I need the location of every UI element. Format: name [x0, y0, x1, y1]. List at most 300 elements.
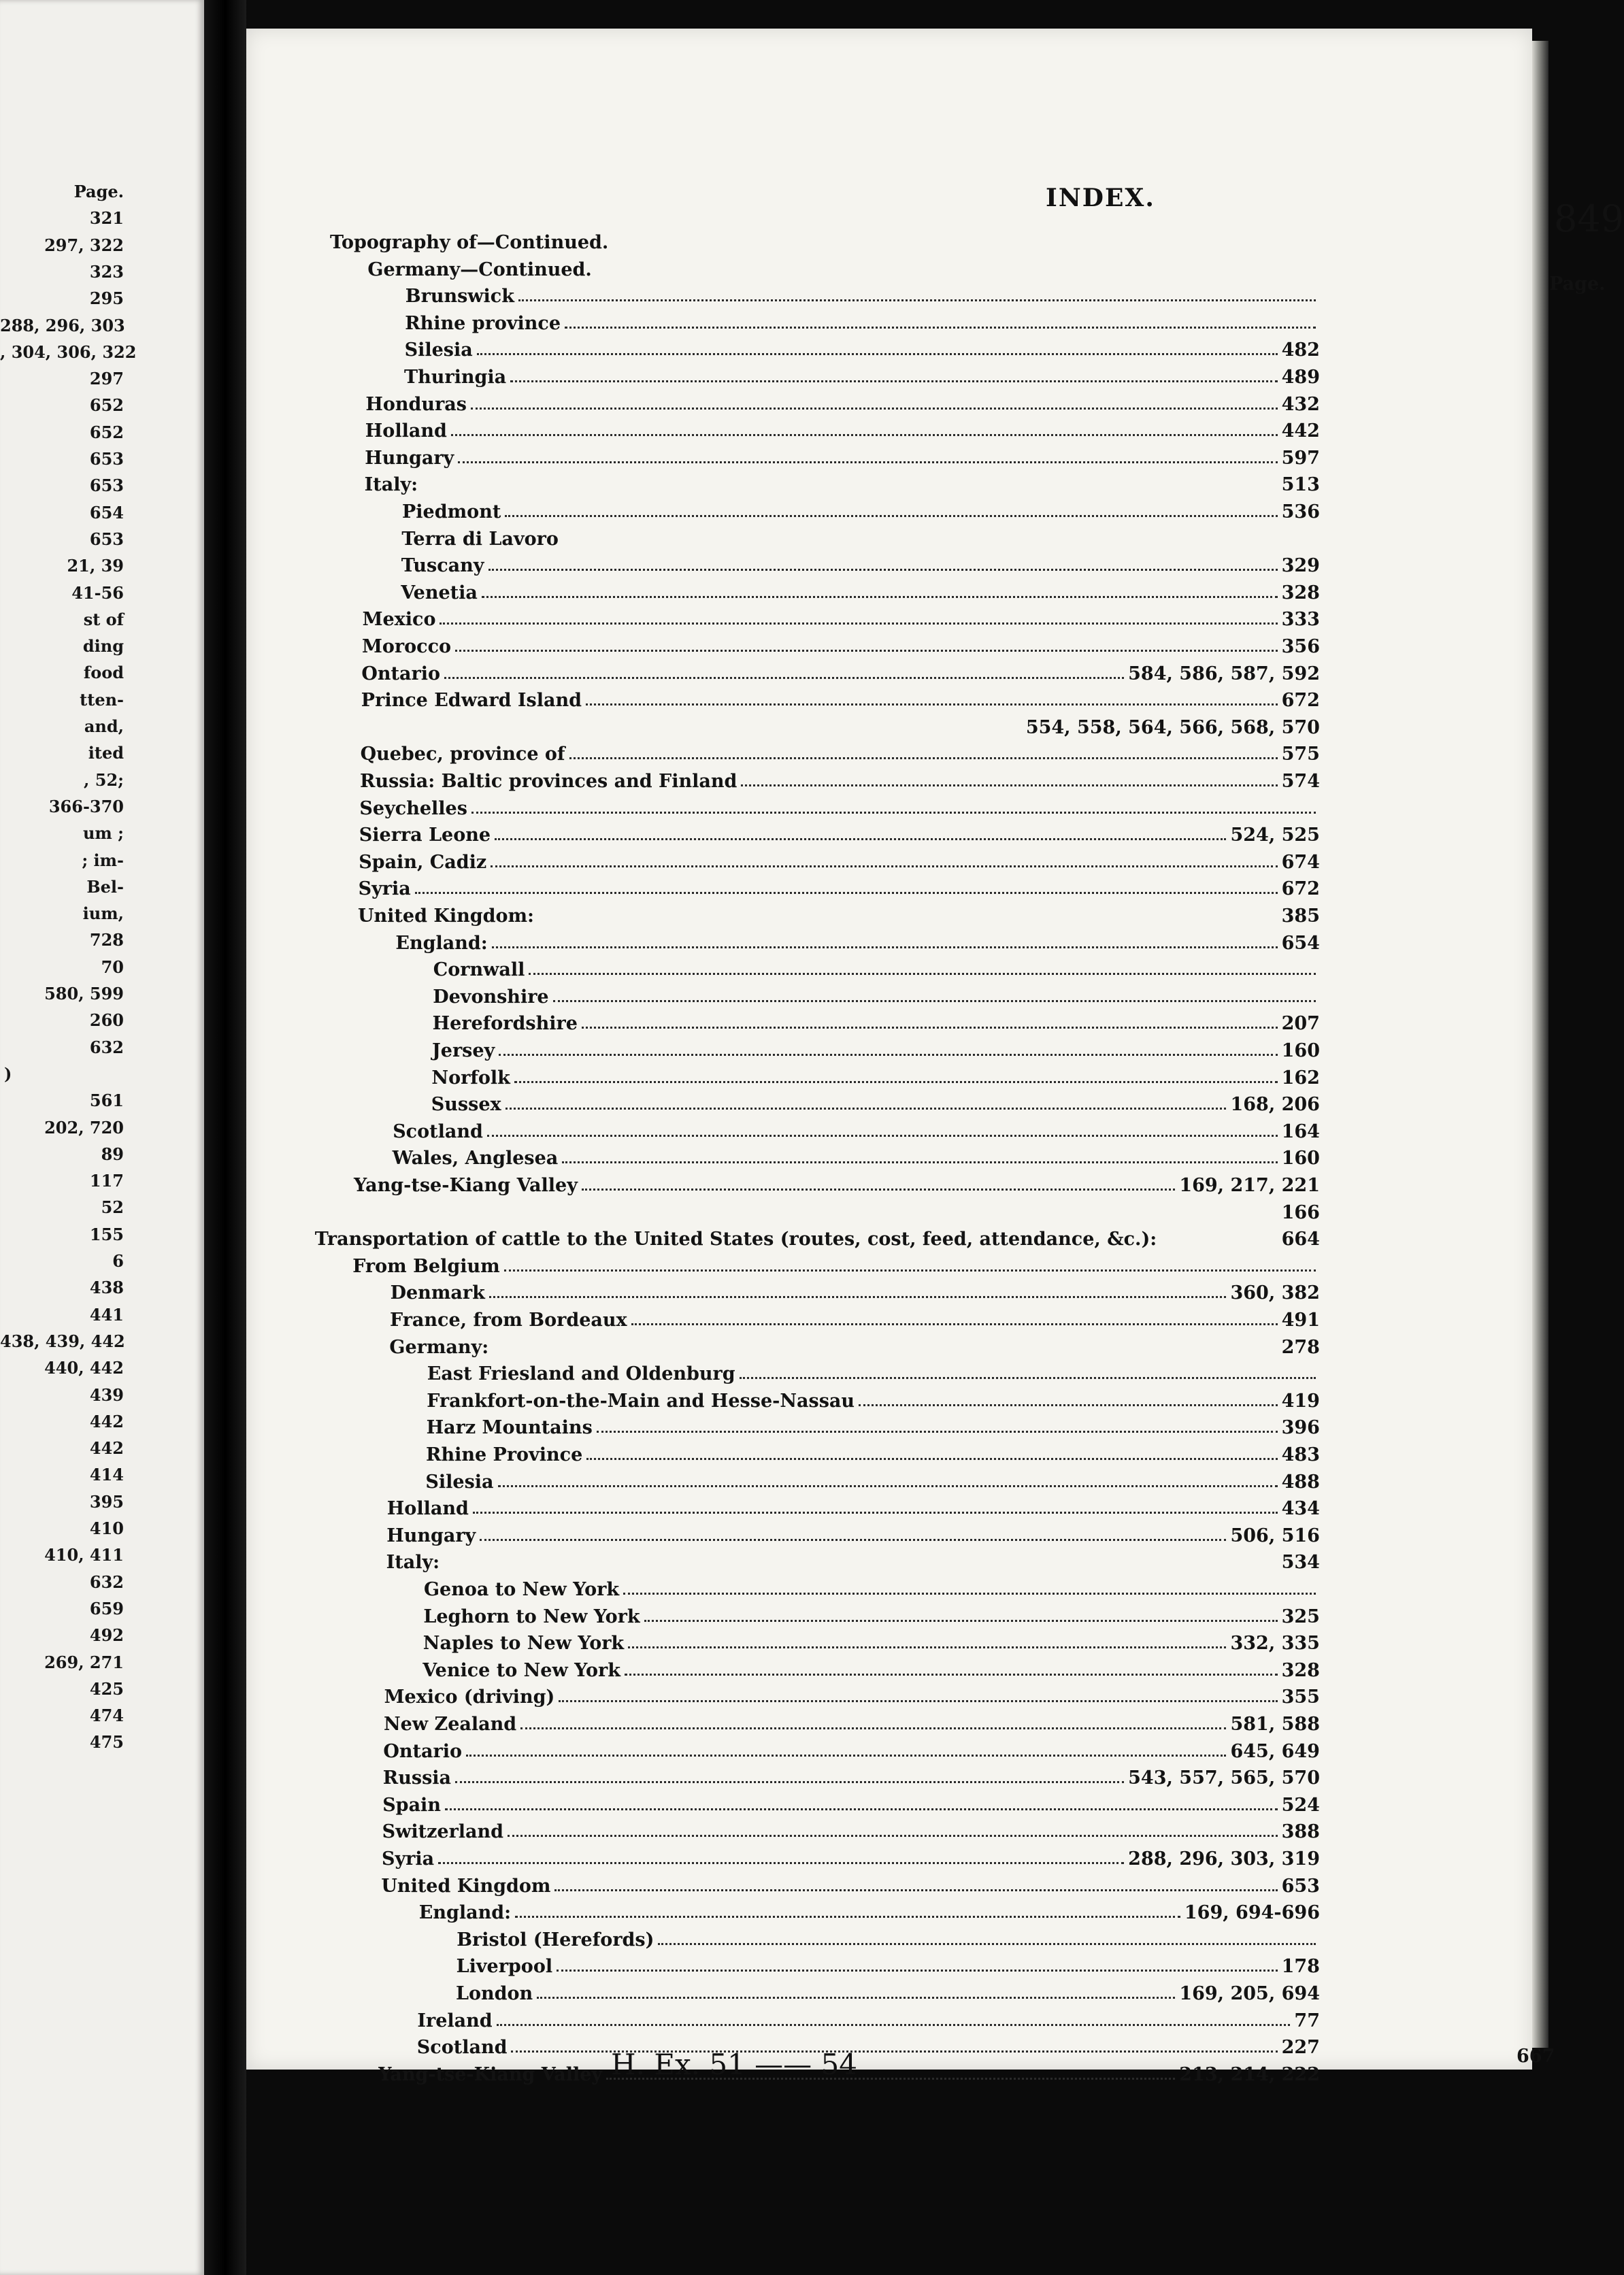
index-entry: [427, 1359, 1320, 1383]
dot-leader: [480, 1538, 1226, 1541]
left-page-line: 297: [89, 369, 124, 389]
entry-term: Syria: [382, 1848, 435, 1870]
left-page-line: 410: [89, 1518, 124, 1538]
entry-term: Piedmont: [402, 501, 501, 522]
dot-leader: [557, 1969, 1278, 1972]
left-page-line: 438, 439, 442: [0, 1331, 125, 1351]
page-number: 849: [1554, 197, 1624, 240]
index-entry: [426, 1440, 1320, 1464]
entry-page-ref: 674: [1281, 851, 1320, 873]
index-entry: [423, 1601, 1320, 1626]
left-page-line: 260: [89, 1010, 124, 1031]
entry-term: Seychelles: [359, 797, 467, 819]
entry-term: Herefordshire: [432, 1013, 578, 1035]
dot-leader: [631, 1323, 1278, 1325]
index-entry: [315, 1197, 1320, 1222]
dot-leader: [471, 407, 1278, 410]
entry-page-ref: 168, 206: [1230, 1094, 1320, 1116]
entry-term: Tuscany: [401, 555, 484, 577]
index-entry: [433, 982, 1320, 1006]
dot-leader: [859, 1404, 1278, 1406]
index-entry: [390, 1305, 1320, 1329]
left-page-line: 6: [112, 1251, 124, 1271]
left-page-line: 425: [89, 1678, 124, 1699]
dot-leader: [508, 1834, 1278, 1837]
index-entry: [384, 1682, 1320, 1706]
dot-leader: [477, 352, 1278, 355]
entry-page-ref: 396: [1281, 1417, 1320, 1439]
entry-page-ref: 162: [1281, 1067, 1320, 1089]
entry-page-ref: 328: [1281, 1659, 1320, 1681]
dot-leader: [582, 1188, 1175, 1191]
entry-term: Harz Mountains: [426, 1417, 593, 1439]
entry-term: Transportation of cattle to the United States (routes, cost, feed, attendance, &c.):: [314, 1229, 1157, 1250]
left-page-line: 288, 296, 303: [0, 315, 125, 335]
index-entry: [432, 1035, 1320, 1060]
index-entry: [395, 928, 1320, 952]
left-page-line: 21, 39: [67, 556, 124, 576]
left-page-line: 475: [89, 1732, 124, 1753]
footer-page: 667: [1517, 2046, 1555, 2067]
entry-page-ref: 672: [1281, 878, 1320, 900]
dot-leader: [466, 1754, 1226, 1757]
dot-leader: [473, 1511, 1278, 1514]
left-page-line: , 52;: [84, 769, 124, 790]
entry-page-ref: 329: [1281, 555, 1320, 577]
dot-leader: [438, 1861, 1124, 1864]
entry-page-ref: 581, 588: [1230, 1714, 1320, 1735]
dot-leader: [422, 489, 1278, 490]
dot-leader: [518, 299, 1316, 301]
index-entry: [422, 1655, 1320, 1680]
entry-page-ref: 442: [1281, 420, 1320, 442]
index-entry: [381, 1871, 1320, 1895]
left-page-line: 561: [89, 1091, 124, 1111]
dot-leader: [538, 920, 1278, 921]
index-entry: [405, 308, 1320, 333]
left-page-line: 442: [89, 1411, 124, 1431]
left-page-line: ; im-: [82, 850, 124, 870]
entry-term: Silesia: [425, 1471, 494, 1493]
index-page: [246, 29, 1624, 2085]
entry-term: Honduras: [365, 393, 467, 415]
entry-page-ref: 388: [1281, 1821, 1320, 1843]
index-entry: [405, 335, 1320, 359]
dot-leader: [499, 1053, 1277, 1056]
index-entry: [363, 604, 1320, 629]
entry-term: Mexico: [362, 609, 436, 631]
index-entry: [361, 685, 1320, 710]
index-entry: [391, 1278, 1320, 1302]
left-page-line: 321: [89, 208, 124, 229]
index-entry: [387, 1493, 1320, 1518]
entry-term: Holland: [386, 1498, 469, 1520]
left-page-line: 269, 271: [44, 1652, 124, 1672]
dot-leader: [489, 1295, 1227, 1298]
dot-leader: [586, 703, 1278, 705]
entry-page-ref: 434: [1281, 1498, 1320, 1520]
index-entry: [393, 1116, 1320, 1141]
left-page-line: 117: [89, 1171, 124, 1191]
entry-term: Switzerland: [382, 1821, 504, 1843]
entry-page-ref: 653: [1281, 1875, 1320, 1897]
entry-term: England:: [395, 932, 488, 954]
entry-page-ref: 483: [1281, 1444, 1320, 1465]
entry-page-ref: 506, 516: [1230, 1525, 1320, 1546]
dot-leader: [559, 1699, 1277, 1702]
entry-page-ref: 213, 214, 222: [1179, 2063, 1320, 2085]
dot-leader: [471, 811, 1316, 814]
entry-page-ref: 491: [1281, 1310, 1320, 1331]
entry-page-ref: 360, 382: [1230, 1282, 1320, 1304]
dot-leader: [488, 568, 1278, 571]
index-entry: [419, 1897, 1320, 1922]
entry-page-ref: 584, 586, 587, 592: [1128, 663, 1320, 684]
entry-page-ref: 645, 649: [1230, 1740, 1320, 1762]
index-entry: [427, 1386, 1320, 1410]
entry-term: United Kingdom: [381, 1875, 551, 1897]
entry-term: Leghorn to New York: [423, 1606, 640, 1627]
left-page-line: , 304, 306, 322: [0, 342, 137, 362]
entry-page-ref: 554, 558, 564, 566, 568, 570: [1025, 716, 1320, 738]
entry-term: Ireland: [417, 2010, 493, 2031]
entry-page-ref: 543, 557, 565, 570: [1128, 1767, 1320, 1789]
index-entry: [433, 1008, 1320, 1033]
index-entry: [423, 1628, 1320, 1653]
dot-leader: [497, 2023, 1291, 2026]
index-entry: [352, 1251, 1320, 1276]
entry-page-ref: 385: [1281, 906, 1320, 927]
entry-page-ref: 524: [1281, 1794, 1320, 1816]
dot-leader: [741, 784, 1277, 786]
entry-page-ref: 77: [1294, 2010, 1320, 2031]
index-entry: [417, 2006, 1320, 2030]
entry-term: Scotland: [393, 1120, 483, 1142]
left-page-line: food: [83, 663, 124, 683]
index-entry: [361, 712, 1320, 737]
entry-term: Spain: [382, 1794, 441, 1816]
entry-page-ref: 355: [1281, 1687, 1320, 1708]
left-page-line: 474: [89, 1706, 124, 1726]
footer-signature: H. Ex. 51 —— 54: [611, 2048, 857, 2081]
left-page-line: 652: [89, 422, 124, 442]
entry-term: Germany:: [389, 1336, 489, 1358]
index-entry: [358, 901, 1320, 925]
dot-leader: [586, 1457, 1277, 1460]
dot-leader: [498, 1484, 1278, 1487]
entry-page-ref: 524, 525: [1230, 825, 1320, 846]
index-entry: [361, 659, 1320, 683]
index-entry: [365, 389, 1320, 414]
index-entry: [457, 1951, 1320, 1976]
entry-term: From Belgium: [352, 1255, 500, 1277]
dot-leader: [625, 1673, 1278, 1676]
index-entry: [431, 1089, 1320, 1114]
dot-leader: [451, 433, 1278, 436]
entry-term: Venetia: [401, 582, 478, 603]
left-page-line: 89: [101, 1144, 124, 1164]
dot-leader: [514, 1080, 1278, 1083]
entry-term: Topography of—Continued.: [330, 232, 609, 253]
entry-term: Holland: [365, 420, 447, 442]
entry-page-ref: 328: [1281, 582, 1320, 603]
entry-page-ref: 169, 205, 694: [1179, 1983, 1320, 2004]
entry-page-ref: 207: [1281, 1013, 1320, 1035]
entry-term: Devonshire: [433, 986, 549, 1008]
left-page-line: 395: [89, 1491, 124, 1512]
left-page-line: 439: [89, 1384, 124, 1405]
left-page-line: ited: [88, 743, 124, 763]
dot-leader: [455, 1780, 1124, 1783]
entry-term: Brunswick: [405, 286, 514, 308]
entry-term: Rhine province: [405, 312, 561, 334]
entry-page-ref: 575: [1281, 744, 1320, 765]
left-page-line: 653: [89, 529, 124, 549]
index-entry: [382, 1816, 1320, 1841]
entry-term: Syria: [358, 878, 411, 900]
entry-term: Silesia: [404, 339, 473, 361]
dot-leader: [597, 1430, 1278, 1433]
dot-leader: [582, 1026, 1278, 1029]
entry-term: France, from Bordeaux: [390, 1310, 627, 1331]
left-page-line: 297, 322: [44, 235, 124, 255]
dot-leader: [491, 865, 1277, 867]
dot-leader: [529, 972, 1316, 975]
entry-term: Italy:: [386, 1552, 440, 1574]
left-page-line: 155: [89, 1224, 124, 1244]
dot-leader: [628, 1646, 1226, 1648]
left-page-line: 632: [89, 1572, 124, 1592]
entry-term: Sussex: [431, 1094, 501, 1116]
dot-leader: [554, 1889, 1277, 1891]
index-entry: [431, 1063, 1320, 1087]
page-column-label: Page.: [1549, 273, 1606, 295]
dot-leader: [596, 274, 1316, 275]
dot-leader: [365, 732, 1022, 733]
dot-leader: [658, 1942, 1316, 1945]
entry-term: London: [456, 1983, 533, 2004]
entry-term: Morocco: [362, 636, 452, 657]
dot-leader: [504, 1269, 1316, 1272]
entry-page-ref: 432: [1281, 393, 1320, 415]
left-page-line: 442: [89, 1438, 124, 1459]
index-entry: [386, 1521, 1320, 1545]
entry-term: Frankfort-on-the-Main and Hesse-Nassau: [427, 1390, 855, 1412]
entry-page-ref: 288, 296, 303, 319: [1128, 1848, 1320, 1870]
index-entry: [384, 1709, 1320, 1733]
dot-leader: [482, 595, 1278, 598]
entry-term: United Kingdom:: [358, 906, 535, 927]
book-gutter: [204, 0, 246, 2275]
left-page-line: 52: [101, 1197, 124, 1218]
entry-term: Cornwall: [433, 959, 525, 981]
index-entry: [383, 1736, 1320, 1761]
entry-page-ref: 356: [1281, 636, 1320, 657]
entry-page-ref: 227: [1281, 2037, 1320, 2059]
dot-leader: [537, 1996, 1175, 1999]
previous-page-strip: [0, 0, 204, 2275]
dot-leader: [740, 1376, 1316, 1379]
entry-page-ref: 664: [1281, 1229, 1320, 1250]
entry-term: Sierra Leone: [359, 825, 491, 846]
entry-page-ref: 166: [1281, 1201, 1320, 1223]
left-page-line: ium,: [82, 903, 124, 924]
left-page-line: 366-370: [48, 796, 124, 816]
dot-leader: [644, 1619, 1278, 1622]
index-entry: [417, 2032, 1320, 2057]
left-page-line: tten-: [80, 689, 124, 710]
left-page-line: 438: [89, 1278, 124, 1298]
left-page-line: 632: [89, 1037, 124, 1057]
entry-page-ref: 178: [1281, 1956, 1320, 1978]
index-entry: [365, 443, 1320, 467]
left-page-line: ding: [82, 636, 124, 657]
index-entry: [315, 1224, 1320, 1248]
entry-term: Yang-tse-Kiang Valley: [378, 2063, 603, 2085]
entry-term: Mexico (driving): [384, 1687, 555, 1708]
entry-term: Liverpool: [456, 1956, 553, 1978]
dot-leader: [495, 837, 1226, 840]
dot-leader: [445, 1808, 1278, 1810]
dot-leader: [612, 247, 1316, 248]
left-page-line: 414: [89, 1465, 124, 1485]
index-entry: [365, 469, 1320, 494]
index-entry: [425, 1467, 1320, 1491]
entry-term: Prince Edward Island: [361, 690, 582, 712]
entry-term: Terra di Lavoro: [401, 528, 559, 550]
entry-term: Ontario: [383, 1740, 462, 1762]
left-page-line: 323: [89, 261, 124, 282]
index-entry: [401, 550, 1320, 575]
entry-page-ref: 160: [1281, 1040, 1320, 1061]
entry-term: Hungary: [365, 447, 454, 469]
dot-leader: [319, 1217, 1277, 1218]
entry-term: Norfolk: [431, 1067, 510, 1089]
entry-term: Denmark: [390, 1282, 485, 1304]
entry-page-ref: 654: [1281, 932, 1320, 954]
index-entry: [359, 820, 1320, 844]
index-entry: [405, 281, 1320, 308]
index-entry: [382, 1844, 1320, 1868]
running-head: INDEX.: [1046, 184, 1155, 212]
entry-page-ref: 169, 694-696: [1184, 1902, 1320, 1924]
entry-page-ref: 419: [1281, 1390, 1320, 1412]
left-page-line: 728: [89, 930, 124, 950]
entry-term: England:: [418, 1902, 512, 1924]
index-entry: [354, 1170, 1320, 1195]
entry-page-ref: 489: [1281, 367, 1320, 388]
dot-leader: [455, 649, 1278, 652]
entry-page-ref: 325: [1281, 1606, 1320, 1627]
dot-leader: [444, 676, 1124, 679]
left-page-line: 659: [89, 1598, 124, 1618]
index-entry: [402, 497, 1320, 521]
entry-term: Germany—Continued.: [367, 259, 592, 280]
dot-leader: [505, 514, 1277, 517]
entry-term: Hungary: [386, 1525, 476, 1546]
left-page-line: 70: [101, 957, 124, 977]
dot-leader: [510, 380, 1278, 382]
entry-term: Bristol (Herefords): [457, 1929, 654, 1950]
index-entry: [456, 1978, 1320, 2003]
index-entry: [424, 1574, 1320, 1599]
entry-page-ref: 278: [1281, 1336, 1320, 1358]
entry-term: Yang-tse-Kiang Valley: [354, 1175, 578, 1196]
left-page-line: 652: [89, 395, 124, 416]
index-entry: [359, 874, 1320, 898]
left-page-line: 410, 411: [44, 1545, 124, 1565]
dot-leader: [487, 1134, 1278, 1137]
page-edge: [1532, 41, 1548, 2048]
entry-term: Italy:: [364, 474, 418, 496]
dot-leader: [415, 891, 1278, 894]
left-page-line: 41-56: [71, 582, 124, 603]
index-entry: [365, 416, 1320, 440]
entry-page-ref: 534: [1281, 1552, 1320, 1574]
index-entry: [427, 1412, 1320, 1437]
left-page-line: 492: [89, 1625, 124, 1646]
dot-leader: [569, 757, 1278, 759]
entry-page-ref: 333: [1281, 609, 1320, 631]
left-page-line: 440, 442: [44, 1358, 124, 1378]
entry-page-ref: 169, 217, 221: [1179, 1175, 1320, 1196]
dot-leader: [458, 461, 1277, 463]
entry-page-ref: 160: [1281, 1148, 1320, 1169]
entry-term: Jersey: [432, 1040, 495, 1061]
index-entry: [401, 578, 1320, 602]
left-page-line: 653: [89, 449, 124, 469]
entry-term: Russia: Baltic provinces and Finland: [360, 771, 738, 792]
entry-term: Naples to New York: [422, 1633, 625, 1655]
entry-page-ref: 513: [1281, 474, 1320, 496]
left-page-line: and,: [84, 716, 124, 736]
index-entry: [359, 847, 1320, 871]
left-page-line: 654: [89, 502, 124, 522]
entry-term: Thuringia: [404, 367, 507, 388]
left-page-line: ): [4, 1063, 12, 1084]
dot-leader: [440, 622, 1277, 625]
dot-leader: [565, 326, 1316, 329]
dot-leader: [623, 1592, 1316, 1595]
index-entry: [433, 954, 1320, 979]
index-entry: [383, 1763, 1320, 1787]
dot-leader: [520, 1727, 1226, 1729]
entry-page-ref: 597: [1281, 447, 1320, 469]
entry-page-ref: 536: [1281, 501, 1320, 522]
entry-term: Spain, Cadiz: [359, 851, 487, 873]
index-entry: [401, 524, 1320, 548]
index-entry: [360, 766, 1320, 791]
entry-term: Russia: [382, 1767, 452, 1789]
index-entry: [330, 227, 1320, 252]
entry-term: East Friesland and Oldenburg: [427, 1363, 735, 1385]
entry-page-ref: 164: [1281, 1120, 1320, 1142]
index-entry: [404, 362, 1320, 386]
entry-term: Wales, Anglesea: [392, 1148, 559, 1169]
entry-term: New Zealand: [384, 1714, 517, 1735]
left-page-line: 580, 599: [44, 984, 124, 1003]
entry-term: Rhine Province: [426, 1444, 583, 1465]
entry-page-ref: 672: [1281, 690, 1320, 712]
entry-page-ref: 482: [1281, 339, 1320, 361]
index-entry: [393, 1143, 1320, 1167]
index-entry: [457, 1925, 1320, 1949]
left-page-line: Page.: [73, 182, 124, 201]
dot-leader: [562, 1161, 1277, 1163]
index-entry: [367, 254, 1320, 279]
dot-leader: [492, 946, 1278, 948]
left-page-line: um ;: [82, 823, 124, 844]
